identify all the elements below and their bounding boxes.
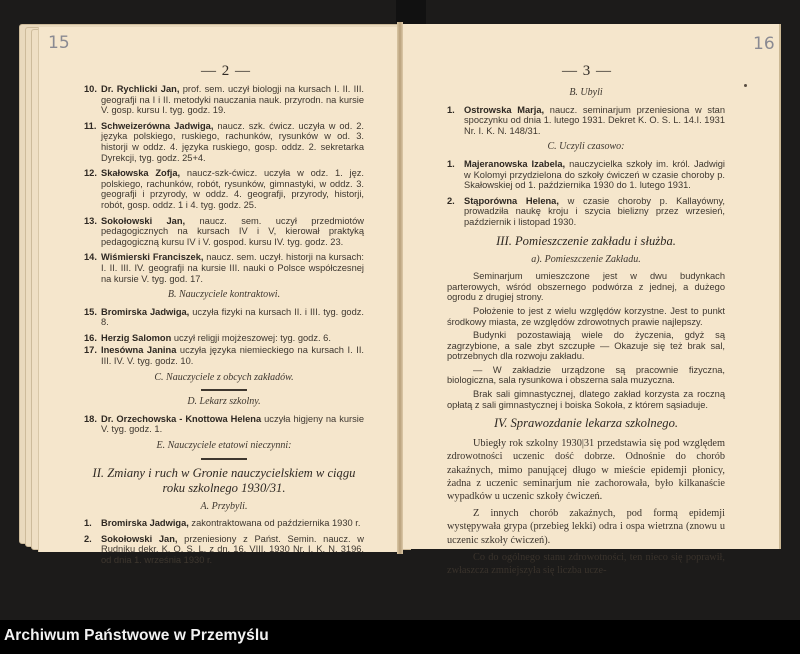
- right-page-text: [447, 88, 725, 581]
- binding-shadow: [396, 0, 426, 24]
- pencil-folio-number: 15: [48, 33, 70, 53]
- staff-entry: 2. Stąporówna Helena, w czasie choroby p. Kallayówny, prowadziła naukę kroju i szycia bielizny przez wrzesień, październik i listopad 1930.: [447, 195, 726, 227]
- staff-entry: 18. Dr. Orzechowska - Knottowa Helena uczyła higjeny na kursie V. tyg. godz. 1.: [84, 413, 364, 435]
- staff-entry: 15. Bromirska Jadwiga, uczyła fizyki na kursach II. i III. tyg. godz. 8.: [84, 306, 365, 328]
- subheading: C. Nauczyciele z obcych zakładów.: [154, 371, 294, 383]
- staff-entry: 10. Dr. Rychlicki Jan, prof. sem. uczył biologji na kursach I. II. III. geografji na I i II. metodyki nauczania nauk. przyrodn. na kursie V. gosp. kursu I. tyg. godz. 19.: [84, 84, 364, 116]
- paragraph: Co do ogólnego stanu zdrowotności, ten nieco się poprawił, zwłaszcza zmniejszyła się liczba ucze-: [447, 551, 725, 577]
- section-heading: III. Pomieszczenie zakładu i służba.: [496, 233, 676, 248]
- staff-entry: 16. Herzig Salomon uczył religji mojżeszowej: tyg. godz. 6.: [84, 332, 331, 343]
- staff-name: Majeranowska Izabela,: [464, 158, 566, 169]
- section-heading: IV. Sprawozdanie lekarza szkolnego.: [493, 416, 679, 431]
- staff-name: Wiśmierski Franciszek,: [101, 252, 204, 263]
- page-number: — 3 —: [562, 63, 612, 79]
- subheading: C. Uczyli czasowo:: [547, 141, 625, 153]
- staff-name: Sokołowski Jan,: [101, 215, 186, 226]
- staff-entry: 14. Wiśmierski Franciszek, naucz. sem. uczył. historji na kursach: I. II. III. IV. geografji na kursie III. nauki o Polsce współczesnej na kursie V. tyg. god. 17.: [84, 252, 364, 284]
- subheading: A. Przybyli.: [200, 500, 248, 512]
- paragraph: Położenie to jest z wielu względów korzystne. Jest to punkt środkowy miasta, ze względów zdrowotnych prawie najlepszy.: [447, 305, 725, 327]
- paragraph: Budynki pozostawiają wiele do życzenia, gdyż są zagrzybione, a sale zbyt szczupłe — Okazuje się też brak sal, potrzebnych dla rozwoju zakładu.: [447, 330, 725, 362]
- staff-name: Inesówna Janina: [101, 345, 177, 356]
- staff-name: Skałowska Zofja,: [101, 168, 181, 179]
- paragraph: Z innych chorób zakaźnych, pod formą epidemji występywała grypa (przebieg lekki) odra i ospa wietrzna (znowu u uczenic szkoły ćwiczeń).: [447, 508, 725, 546]
- staff-name: Dr. Orzechowska - Knottowa Helena: [101, 413, 262, 424]
- subheading: E. Nauczyciele etatowi nieczynni:: [156, 440, 292, 452]
- section-heading: II. Zmiany i ruch w Gronie nauczycielskiem w ciągu roku szkolnego 1930/31.: [92, 465, 356, 495]
- staff-entry: 13. Sokołowski Jan, naucz. sem. uczył przedmiotów pedagogicznych na kursach IV i V, kierował praktyką pedagogiczną kursu IV i V. gospod. kursu IV. tyg. godz. 23.: [84, 215, 364, 247]
- staff-entry: 1. Ostrowska Marja, naucz. seminarjum przeniesiona w stan spoczynku od dnia 1. lutego 1931. Dekret K. O. S. L. 14.I. 1931 Nr. I. K. N. 148/31.: [447, 104, 725, 136]
- archive-label: Archiwum Państwowe w Przemyślu: [4, 627, 269, 644]
- divider-rule: [201, 389, 247, 391]
- subheading: B. Ubyli: [569, 87, 603, 98]
- paragraph: Ubiegły rok szkolny 1930|31 przedstawia się pod względem zdrowotności uczenic dość dobrze. Odnośnie do chorób zakaźnych, mimo panującej długo w mieście epidemji płonicy, żadna z uczenic seminarjum nie zachorowała, było kilkanaście wypadków u uczenic szkoły ćwiczeń.: [447, 438, 725, 503]
- subheading: a). Pomieszczenie Zakładu.: [531, 253, 641, 265]
- book-gutter: [397, 22, 403, 554]
- staff-entry: 17. Inesówna Janina uczyła języka niemieckiego na kursach I. II. III. IV. V. tyg. godz. 10.: [84, 345, 364, 367]
- staff-name: Ostrowska Marja,: [464, 104, 545, 115]
- staff-entry: 1. Bromirska Jadwiga, zakontraktowana od października 1930 r.: [84, 518, 361, 529]
- staff-name: Stąporówna Helena,: [464, 195, 559, 206]
- staff-name: Bromirska Jadwiga,: [101, 518, 189, 529]
- paragraph: — W zakładzie urządzone są pracownie fizyczna, biologiczna, sala rysunkowa i obszerna sala muzyczna.: [447, 364, 725, 386]
- paper-speck: [744, 84, 747, 87]
- staff-name: Bromirska Jadwiga,: [101, 306, 190, 317]
- pencil-folio-number: 16: [753, 34, 775, 54]
- subheading: B. Nauczyciele kontraktowi.: [167, 289, 281, 301]
- staff-name: Dr. Rychlicki Jan,: [101, 84, 180, 94]
- staff-entry: 11. Schweizerówna Jadwiga, naucz. szk. ćwicz. uczyła w od. 2. języka polskiego, ruskiego, rachunków, rysunków w od. 3. historji w oddz. 4. języka ruskiego, gosp. oddz. 2. sekretarka Dyrekcji, tyg. godz. 25+4.: [84, 120, 364, 163]
- paragraph: Brak sali gimnastycznej, dlatego zakład korzysta za roczną opłatą z sali gimnastycznej i boiska Sokoła, z którem sąsiaduje.: [447, 389, 725, 410]
- paragraph: Seminarjum umieszczone jest w dwu budynkach parterowych, wśród obszernego podwórza z jednej, a dużego ogrodu z drugiej strony.: [447, 271, 725, 303]
- subheading: D. Lekarz szkolny.: [187, 396, 261, 408]
- page-number: — 2 —: [201, 63, 251, 79]
- staff-name: Sokołowski Jan,: [101, 533, 178, 544]
- staff-entry: 12. Skałowska Zofja, naucz-szk-ćwicz. uczyła w odz. 1. jęz. polskiego, rachunków, robót, rysunków, gimnastyki, w oddz. 3. geografji i przyrody, w oddz. 4. geografji, przyrody, historji, robót, gosp. oddz. 1 i 4. tyg. godz. 25.: [84, 168, 364, 210]
- staff-entry: 2. Sokołowski Jan, przeniesiony z Państ. Semin. naucz. w Rudniku dekr. K. O. S. L. z dn. 16. VIII. 1930 Nr. I. K. N. 3196. od dnia 1. września 1930 r.: [84, 533, 364, 565]
- left-page-text: [84, 84, 364, 571]
- staff-name: Herzig Salomon: [101, 332, 172, 343]
- staff-entry: 1. Majeranowska Izabela, nauczycielka szkoły im. król. Jadwigi w Kolomyi przydzielona do szkoły ćwiczeń w czasie choroby p. Skałowskiej od 1. października 1930 do 1. lutego 1931.: [447, 158, 725, 191]
- staff-name: Schweizerówna Jadwiga,: [101, 120, 214, 131]
- divider-rule: [201, 458, 247, 460]
